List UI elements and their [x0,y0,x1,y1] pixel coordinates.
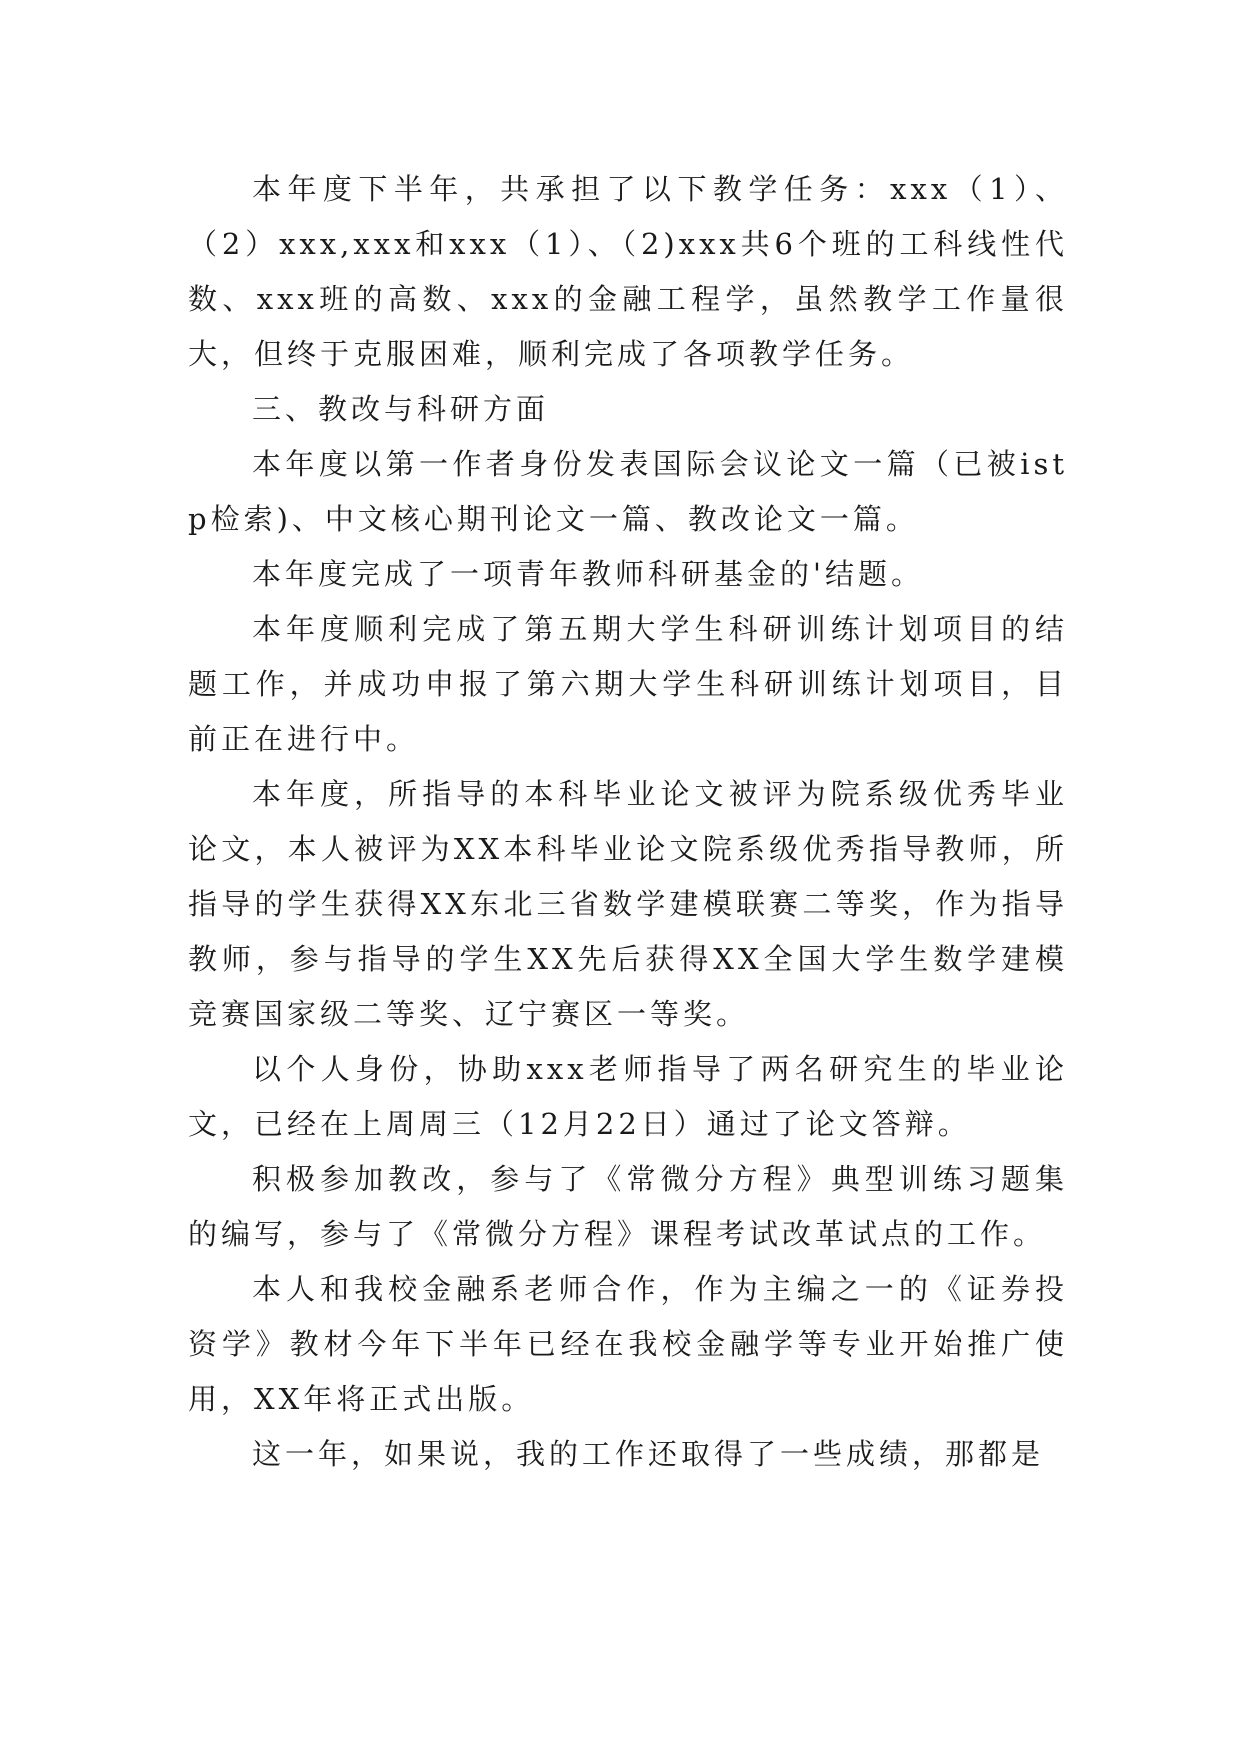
paragraph-teaching-tasks: 本年度下半年，共承担了以下教学任务：xxx（1）、（2）xxx,xxx和xxx（1）、（2)xxx共6个班的工科线性代数、xxx班的高数、xxx的金融工程学，虽然教学工作量很大，但终于克服困难，顺利完成了各项教学任务。 [188,172,1068,371]
paragraph-student-research-program: 本年度顺利完成了第五期大学生科研训练计划项目的结题工作，并成功申报了第六期大学生科研训练计划项目，目前正在进行中。 [188,612,1068,756]
paragraph-thesis-awards: 本年度，所指导的本科毕业论文被评为院系级优秀毕业论文，本人被评为XX本科毕业论文院系级优秀指导教师，所指导的学生获得XX东北三省数学建模联赛二等奖，作为指导教师，参与指导的学生XX先后获得XX全国大学生数学建模竞赛国家级二等奖、辽宁赛区一等奖。 [188,777,1068,1031]
paragraph-summary: 这一年，如果说，我的工作还取得了一些成绩，那都是 [252,1437,1045,1471]
document-body [188,162,1068,1482]
paragraph-graduate-supervision: 以个人身份，协助xxx老师指导了两名研究生的毕业论文，已经在上周周三（12月22日）通过了论文答辩。 [188,1052,1068,1141]
paragraph-research-fund: 本年度完成了一项青年教师科研基金的'结题。 [252,557,924,591]
section-heading-reform-research: 三、教改与科研方面 [252,392,550,426]
paragraph-publications: 本年度以第一作者身份发表国际会议论文一篇（已被istp检索)、中文核心期刊论文一篇、教改论文一篇。 [188,447,1068,536]
paragraph-teaching-reform: 积极参加教改，参与了《常微分方程》典型训练习题集的编写，参与了《常微分方程》课程考试改革试点的工作。 [188,1162,1068,1251]
paragraph-textbook: 本人和我校金融系老师合作，作为主编之一的《证券投资学》教材今年下半年已经在我校金融学等专业开始推广使用，XX年将正式出版。 [188,1272,1068,1416]
